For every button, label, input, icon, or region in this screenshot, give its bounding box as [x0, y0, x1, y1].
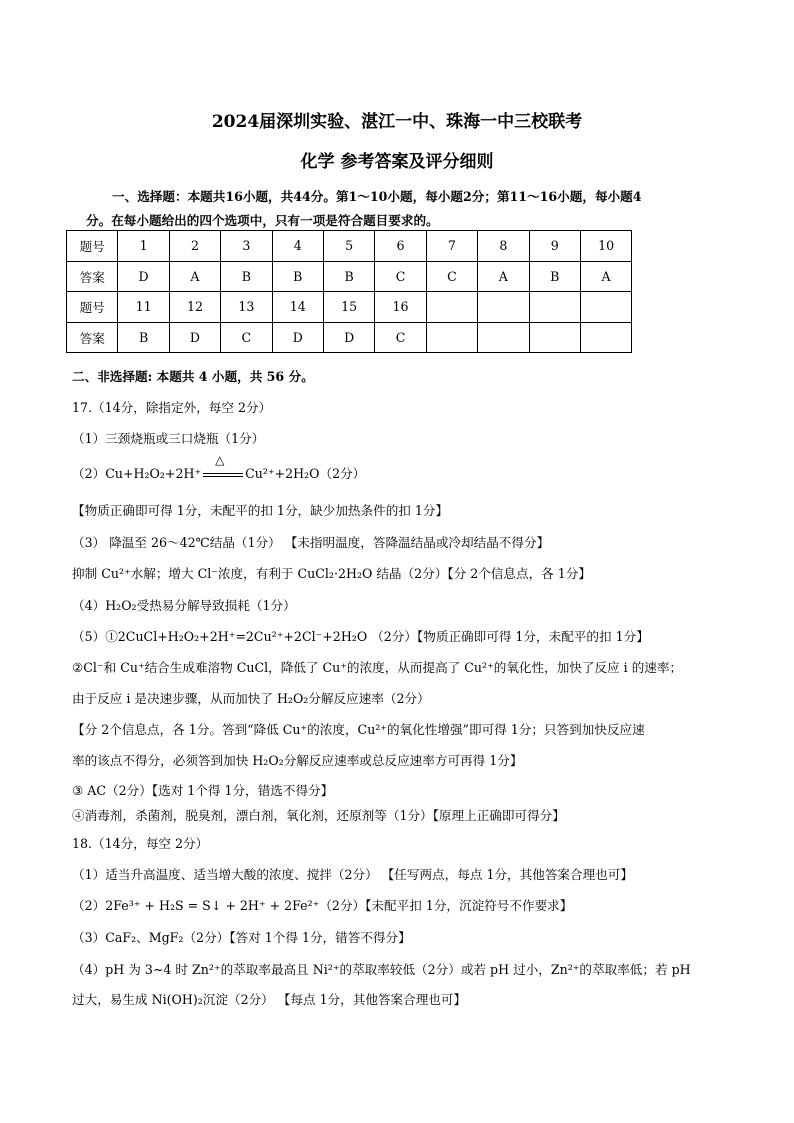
equation-left: （2）Cu+H₂O₂+2H⁺ [72, 466, 202, 481]
document-subtitle: 化学 参考答案及评分细则 [300, 152, 494, 172]
table-row [67, 292, 632, 323]
q17-part1: （1）三颈烧瓶或三口烧瓶（1分） [72, 431, 265, 446]
heat-triangle-icon: △ [215, 452, 225, 467]
table-cell: 1 [118, 231, 169, 262]
table-cell: 2 [169, 231, 220, 262]
table-cell [580, 292, 631, 323]
table-cell: D [323, 322, 374, 353]
section2-heading: 二、非选择题: 本题共 4 小题，共 56 分。 [72, 369, 314, 384]
table-cell: A [580, 261, 631, 292]
q17-head: 17.（14分，除指定外，每空 2分） [72, 400, 272, 415]
table-cell: 15 [323, 292, 374, 323]
q18-part4: （4）pH 为 3~4 时 Zn²⁺的萃取率最高且 Ni²⁺的萃取率较低（2分）或若 pH 过小，Zn²⁺的萃取率低；若 pH [72, 962, 691, 977]
document-title: 2024届深圳实验、湛江一中、珠海一中三校联考 [211, 112, 583, 132]
table-cell: B [118, 322, 169, 353]
answer-table [66, 230, 632, 353]
table-cell: 5 [323, 231, 374, 262]
row-label: 题号 [67, 292, 118, 323]
table-cell: D [118, 261, 169, 292]
table-cell: C [375, 261, 426, 292]
table-cell: 13 [221, 292, 272, 323]
q18-head: 18.（14分，每空 2分） [72, 836, 209, 851]
table-row [67, 261, 632, 292]
table-cell: C [426, 261, 477, 292]
table-cell: B [529, 261, 580, 292]
q17-part3: （3） 降温至 26～42℃结晶（1分） 【未指明温度，答降温结晶或冷却结晶不得分】 [72, 535, 550, 550]
row-label: 题号 [67, 231, 118, 262]
table-cell: D [272, 322, 323, 353]
section1-heading-cont: 分。在每小题给出的四个选项中，只有一项是符合题目要求的。 [86, 213, 439, 228]
table-cell: A [169, 261, 220, 292]
table-cell [426, 292, 477, 323]
row-label: 答案 [67, 322, 118, 353]
table-cell: 7 [426, 231, 477, 262]
heat-equals-sign [203, 452, 243, 477]
q17-part5: （5）①2CuCl+H₂O₂+2H⁺=2Cu²⁺+2Cl⁻+2H₂O （2分）【物质正确即可得 1分，未配平的扣 1分】 [72, 629, 649, 644]
q17-part5d: 【分 2个信息点，各 1分。答到“降低 Cu⁺的浓度，Cu²⁺的氧化性增强”即可得 1分；只答到加快反应速 [72, 722, 645, 737]
q18-part1: （1）适当升高温度、适当增大酸的浓度、搅拌（2分） 【任写两点，每点 1分，其他答案合理也可】 [72, 867, 633, 882]
table-cell [580, 322, 631, 353]
table-cell: 16 [375, 292, 426, 323]
q17-part4: （4）H₂O₂受热易分解导致损耗（1分） [72, 598, 296, 613]
table-cell [529, 322, 580, 353]
q17-part2 [72, 452, 366, 482]
table-cell [478, 322, 529, 353]
table-cell: 6 [375, 231, 426, 262]
table-cell: 14 [272, 292, 323, 323]
q18-part4b: 过大，易生成 Ni(OH)₂沉淀（2分） 【每点 1分，其他答案合理也可】 [72, 992, 467, 1007]
section1-heading: 一、选择题：本题共16小题，共44分。第1～10小题，每小题2分；第11～16小题，每小题4 [112, 189, 642, 204]
table-cell [426, 322, 477, 353]
table-cell: 10 [580, 231, 631, 262]
table-cell: 11 [118, 292, 169, 323]
q17-part3b: 抑制 Cu²⁺水解；增大 Cl⁻浓度，有利于 CuCl₂·2H₂O 结晶（2分）【分 2个信息点，各 1分】 [72, 566, 591, 581]
equation-right: Cu²⁺+2H₂O（2分） [245, 466, 366, 481]
table-cell: C [375, 322, 426, 353]
q17-part5g: ④消毒剂，杀菌剂，脱臭剂，漂白剂，氧化剂，还原剂等（1分）【原理上正确即可得分】 [72, 808, 565, 823]
table-cell: 3 [221, 231, 272, 262]
table-row [67, 322, 632, 353]
table-cell [478, 292, 529, 323]
table-cell [529, 292, 580, 323]
q17-part5f: ③ AC（2分）【选对 1个得 1分，错选不得分】 [72, 783, 334, 798]
table-cell: D [169, 322, 220, 353]
q17-part2-note: 【物质正确即可得 1分，未配平的扣 1分，缺少加热条件的扣 1分】 [72, 503, 449, 518]
table-cell: C [221, 322, 272, 353]
row-label: 答案 [67, 261, 118, 292]
q18-part2: （2）2Fe³⁺ + H₂S = S↓ + 2H⁺ + 2Fe²⁺（2分）【未配平扣 1分，沉淀符号不作要求】 [72, 898, 573, 913]
q17-part5e: 率的该点不得分，必须答到加快 H₂O₂分解反应速率或总反应速率方可再得 1分】 [72, 753, 523, 768]
table-cell: B [221, 261, 272, 292]
q18-part3: （3）CaF₂、MgF₂（2分）【答对 1个得 1分，错答不得分】 [72, 930, 411, 945]
table-row [67, 231, 632, 262]
table-cell: 12 [169, 292, 220, 323]
table-cell: B [323, 261, 374, 292]
q17-part5c: 由于反应 i 是决速步骤，从而加快了 H₂O₂分解反应速率（2分） [72, 691, 430, 706]
table-cell: A [478, 261, 529, 292]
q17-part5b: ②Cl⁻和 Cu⁺结合生成难溶物 CuCl，降低了 Cu⁺的浓度，从而提高了 Cu²⁺的氧化性，加快了反应 i 的速率； [72, 660, 683, 675]
table-cell: 4 [272, 231, 323, 262]
table-cell: 9 [529, 231, 580, 262]
table-cell: 8 [478, 231, 529, 262]
table-cell: B [272, 261, 323, 292]
